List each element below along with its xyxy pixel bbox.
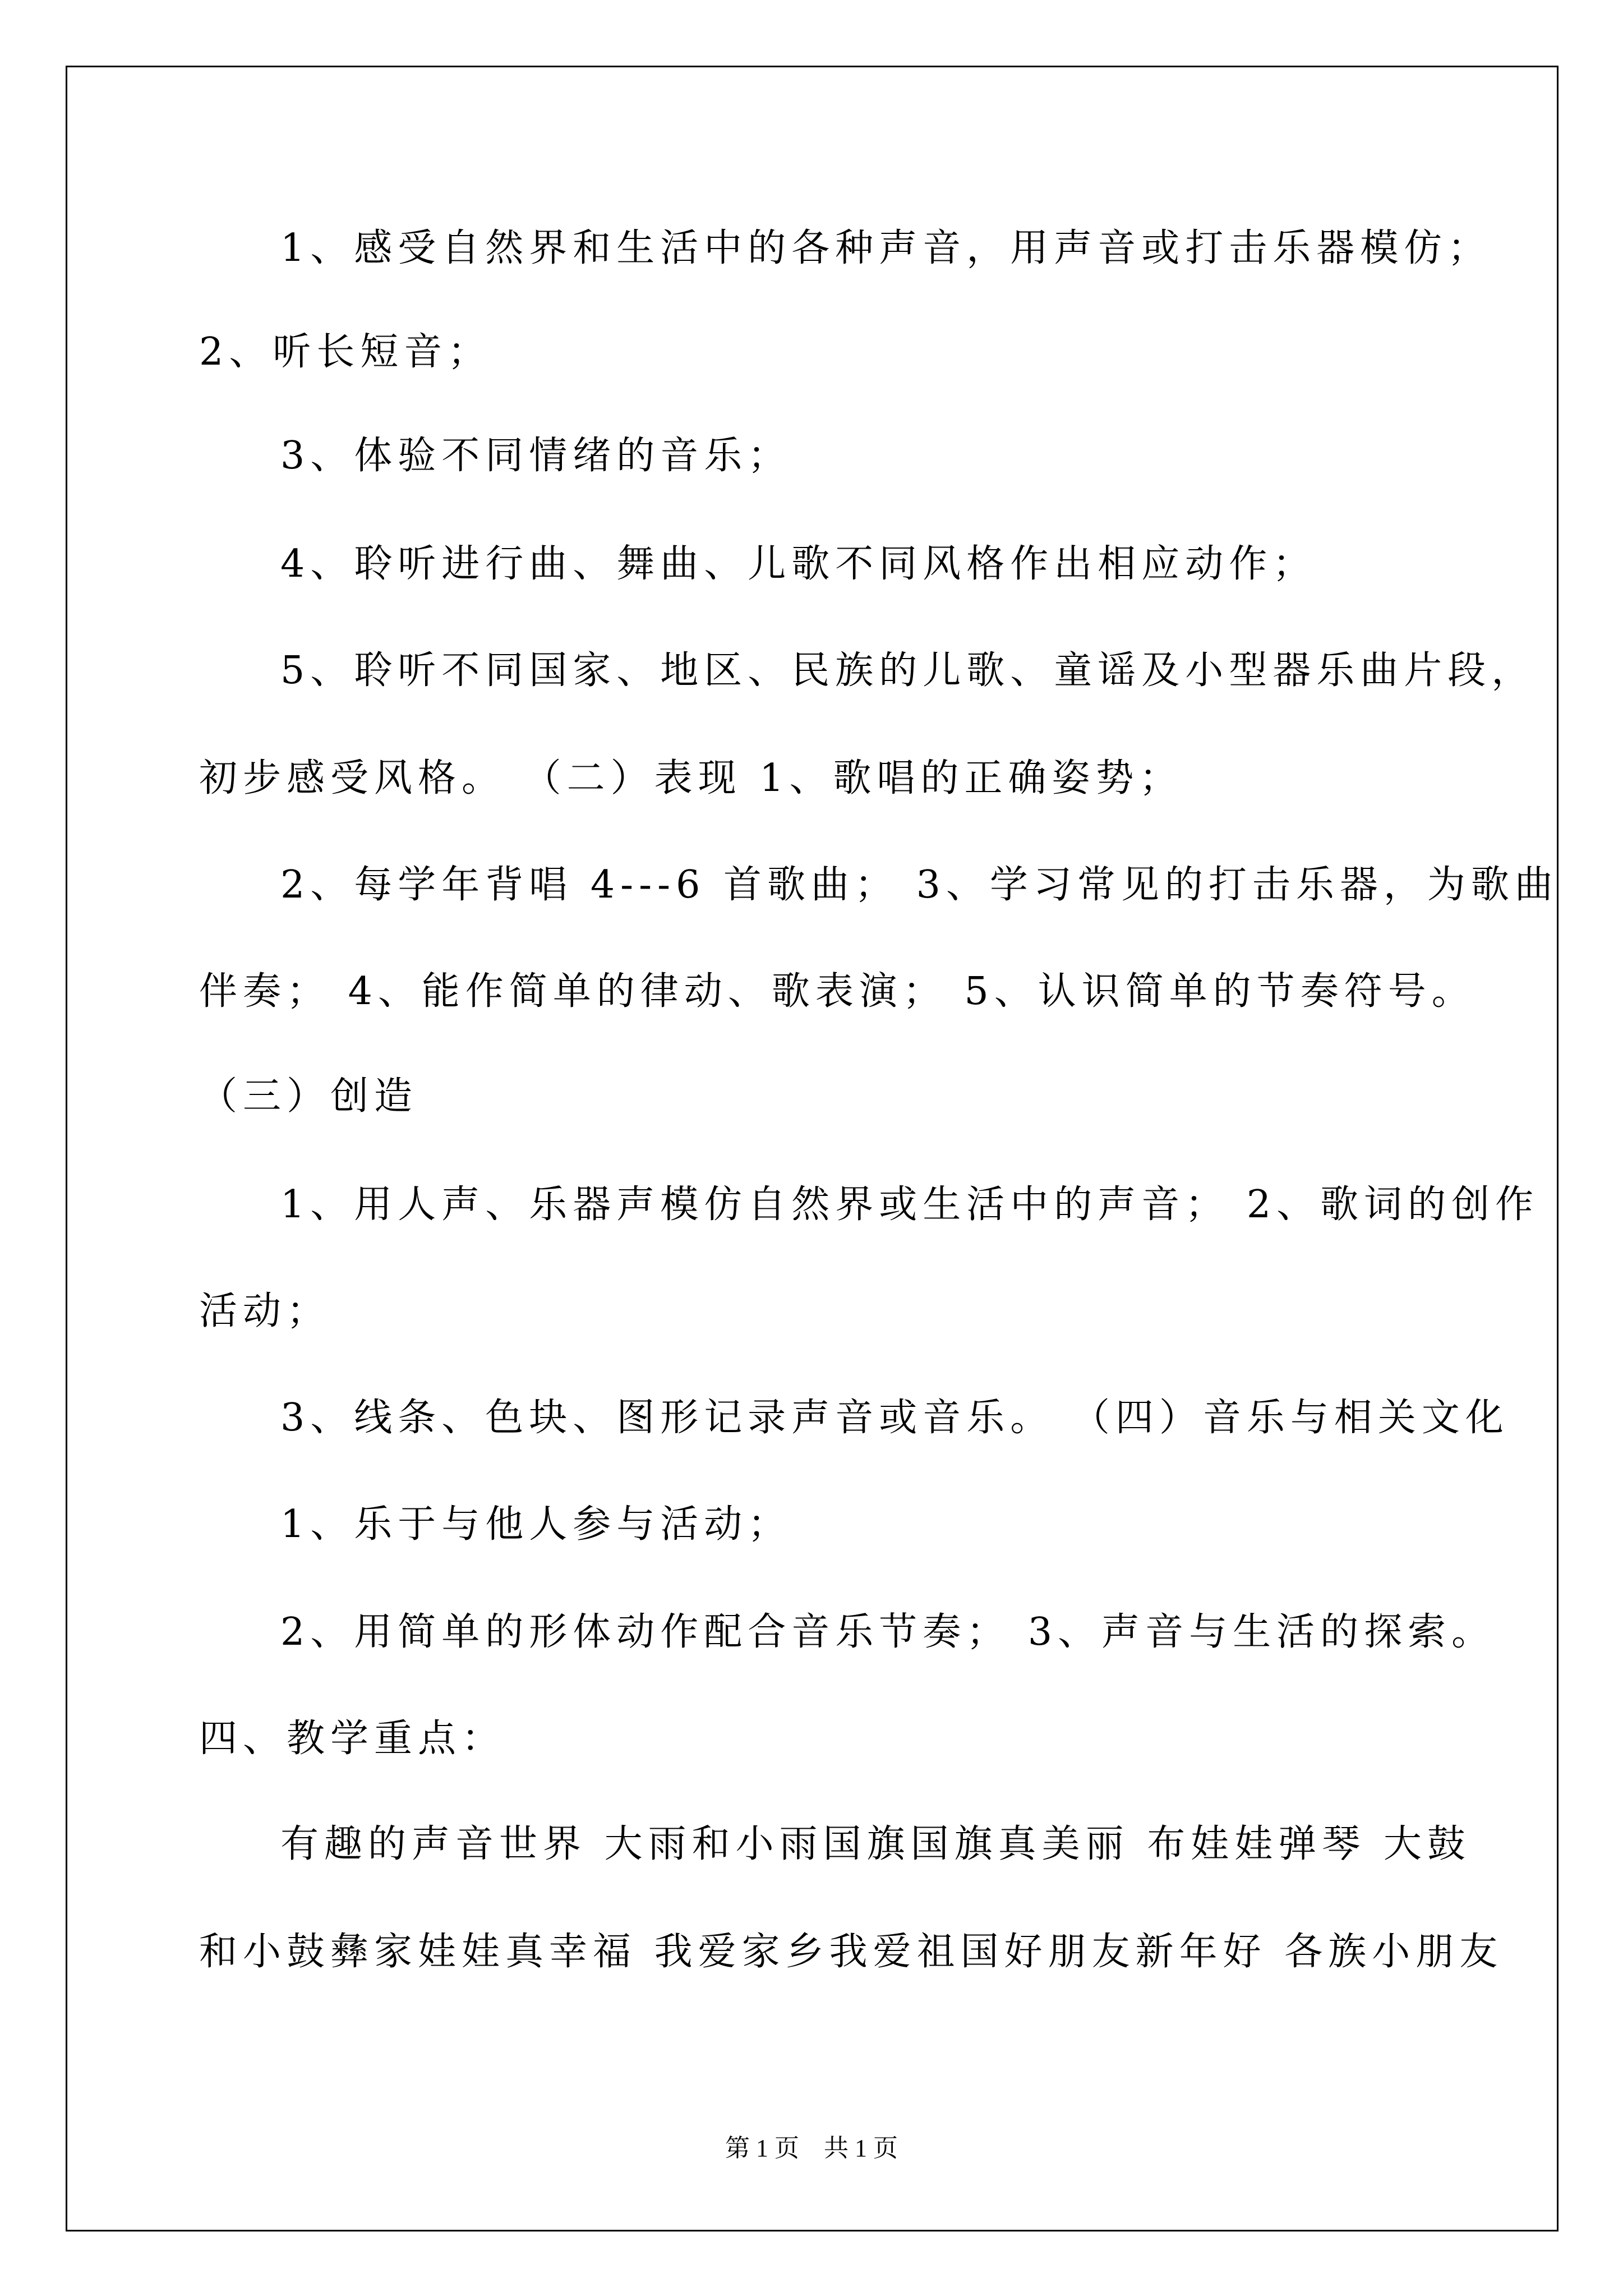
text-line: 活动； bbox=[199, 1289, 331, 1333]
text-line: 3、体验不同情绪的音乐； bbox=[280, 434, 792, 478]
text-line: 2、听长短音； bbox=[199, 330, 492, 374]
text-line: 4、聆听进行曲、舞曲、儿歌不同风格作出相应动作； bbox=[280, 542, 1317, 586]
text-line: 和小鼓彝家娃娃真幸福 我爱家乡我爱祖国好朋友新年好 各族小朋友 bbox=[199, 1930, 1504, 1974]
text-line: 伴奏； 4、能作简单的律动、歌表演； 5、认识简单的节奏符号。 bbox=[199, 969, 1476, 1014]
text-line: 3、线条、色块、图形记录声音或音乐。 （四）音乐与相关文化 bbox=[280, 1396, 1509, 1440]
page-number-footer: 第 1 页 共 1 页 bbox=[725, 2134, 898, 2162]
text-line: 四、教学重点： bbox=[199, 1717, 506, 1761]
text-line: 1、乐于与他人参与活动； bbox=[280, 1502, 792, 1547]
text-line: 1、感受自然界和生活中的各种声音，用声音或打击乐器模仿； bbox=[280, 226, 1492, 270]
text-line: 初步感受风格。 （二）表现 1、歌唱的正确姿势； bbox=[199, 756, 1183, 800]
text-line: 有趣的声音世界 大雨和小雨国旗国旗真美丽 布娃娃弹琴 大鼓 bbox=[280, 1822, 1471, 1866]
text-line: （三）创造 bbox=[199, 1074, 418, 1119]
text-line: 1、用人声、乐器声模仿自然界或生活中的声音； 2、歌词的创作 bbox=[280, 1182, 1539, 1227]
text-line: 2、用简单的形体动作配合音乐节奏； 3、声音与生活的探索。 bbox=[280, 1610, 1496, 1654]
text-line: 5、聆听不同国家、地区、民族的儿歌、童谣及小型器乐曲片段， bbox=[280, 648, 1536, 693]
text-line: 2、每学年背唱 4---6 首歌曲； 3、学习常见的打击乐器，为歌曲 bbox=[280, 863, 1559, 907]
page-border bbox=[66, 66, 1559, 2231]
